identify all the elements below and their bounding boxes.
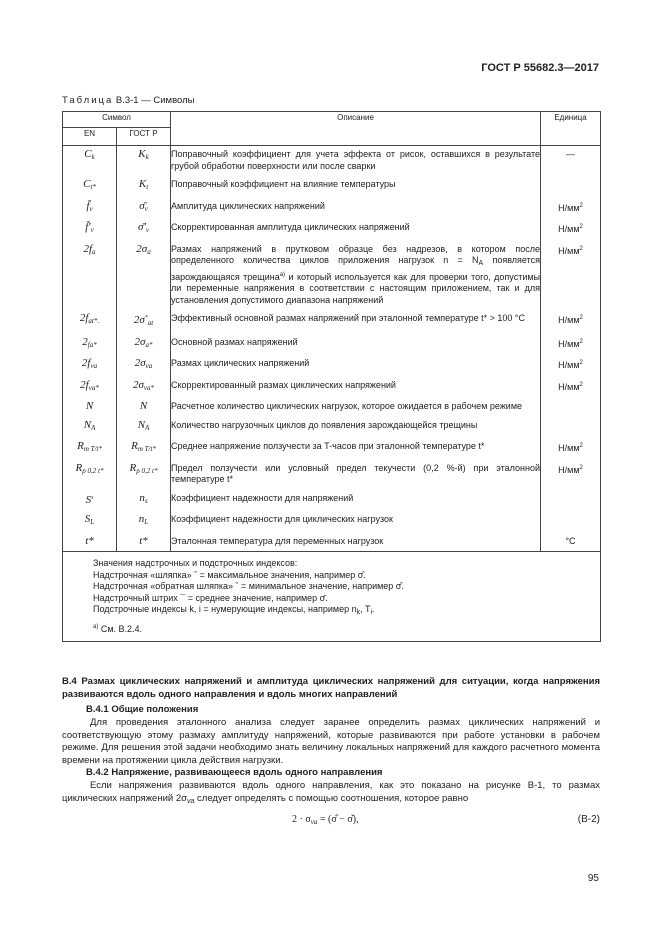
- symbol-en-sub: p 0,2 t*: [82, 466, 104, 475]
- symbol-unit: [541, 310, 601, 334]
- symbol-en: [63, 219, 117, 241]
- table-caption-title: B.3-1 — Символы: [113, 95, 195, 106]
- symbol-en: [63, 241, 117, 311]
- symbol-gost-sub: at: [147, 319, 154, 327]
- symbol-unit: [541, 355, 601, 377]
- symbol-en-sub: va: [90, 362, 98, 370]
- section-b42-text: [62, 780, 600, 808]
- notes-line-4-sub1: k: [356, 609, 361, 616]
- b42-text-b: следует определять с помощью соотношения, которое равно: [194, 792, 469, 804]
- symbol-unit: [541, 176, 601, 198]
- notes-intro: Значения надстрочных и подстрочных индексов:: [93, 558, 298, 568]
- symbol-en-base: N: [83, 418, 92, 431]
- symbol-en-base: 2f: [81, 357, 91, 369]
- symbol-en-base: C: [84, 148, 92, 160]
- notes-line-1: Надстрочная «шляпка» ˆ = максимальное значения, например σ̂.: [93, 569, 366, 580]
- description-part: Размах напряжений в прутковом образце без надрезов, в котором после определенного количества циклов приложения нагрузок n = N: [171, 243, 541, 265]
- unit-sup: 2: [579, 315, 583, 321]
- table-row: [63, 377, 601, 399]
- unit-sup: 2: [579, 360, 583, 366]
- symbol-gost: [117, 334, 171, 356]
- symbol-unit: [541, 511, 601, 533]
- formula-expression: [292, 814, 359, 826]
- symbol-gost-sub: v: [144, 204, 148, 213]
- table-row: [63, 310, 601, 334]
- notes-footnote: [93, 622, 592, 636]
- symbol-gost: [117, 460, 171, 490]
- symbol-gost-base: R: [131, 440, 138, 452]
- notes-line-4-text: Подстрочные индексы k, i = нумерующие индексы, например n: [93, 604, 357, 614]
- symbol-en-sub: t*: [90, 183, 96, 191]
- description-part: и который используется как для проверки того, допустимы ли переменные напряжения в соответствии с настоящим приложением, так и для установления допустимого диапазона напряжений: [171, 271, 541, 305]
- formula-lhs: 2 · σ: [292, 814, 311, 825]
- unit-sup: 2: [579, 245, 583, 252]
- table-caption: [62, 95, 194, 106]
- symbol-gost: [117, 377, 171, 399]
- symbol-en-base: R: [77, 440, 84, 452]
- symbol-en: [63, 533, 117, 552]
- footnote-text: См. B.2.4.: [98, 623, 143, 634]
- symbol-gost: [117, 438, 171, 460]
- unit-text: Н/мм: [558, 381, 580, 392]
- symbol-gost: [117, 355, 171, 377]
- symbol-en-sub: at*.: [88, 317, 100, 325]
- unit-text: Н/мм: [558, 315, 580, 325]
- symbol-unit: [541, 146, 601, 177]
- symbol-gost-sub: A: [145, 423, 150, 432]
- symbol-description: Коэффициент надежности для циклических нагрузок: [171, 511, 541, 533]
- document-code: ГОСТ Р 55682.3—2017: [481, 62, 599, 74]
- symbol-en-sub: v: [89, 204, 93, 213]
- symbol-gost-base: n: [139, 491, 145, 504]
- symbol-en-sub: A: [91, 423, 96, 432]
- symbol-en-sup: s: [91, 494, 94, 501]
- unit-text: Н/мм: [558, 360, 580, 370]
- symbol-en: [63, 176, 117, 198]
- symbol-gost: [117, 533, 171, 552]
- symbol-unit: [541, 377, 601, 399]
- section-b41-title: B.4.1 Общие положения: [86, 704, 199, 715]
- symbol-en: [63, 310, 117, 334]
- notes-line-4: [93, 604, 592, 619]
- symbol-gost-sub: a: [147, 247, 151, 256]
- symbol-gost-base: 2σ: [134, 357, 146, 369]
- b42-text-a: Если напряжения развиваются вдоль одного направления, как это показано на рисунке B-1, то размах циклических напряжений 2σ: [62, 780, 600, 804]
- symbol-en: [63, 355, 117, 377]
- footnote-mark: a): [93, 623, 99, 630]
- symbol-en-base: 2: [82, 335, 88, 348]
- table-row: [63, 460, 601, 490]
- symbol-description: Предел ползучести или условный предел текучести (0,2 %-й) при эталонной температуре t*: [171, 460, 541, 490]
- symbol-gost: [117, 511, 171, 533]
- symbol-en-base: f̄′: [85, 221, 91, 233]
- symbol-gost: [117, 241, 171, 311]
- symbol-en-base: N: [85, 400, 94, 412]
- table-row: [63, 334, 601, 356]
- unit-text: Н/мм: [558, 224, 580, 234]
- symbol-description: Поправочный коэффициент на влияние температуры: [171, 176, 541, 198]
- symbol-en-sub: m T/t*: [83, 445, 102, 453]
- unit-sup: 2: [579, 224, 583, 230]
- section-b42-title: B.4.2 Напряжение, развивающееся вдоль одного направления: [86, 767, 383, 778]
- notes-line-3: Надстрочный штрих ¯ = среднее значение, например σ̄.: [93, 592, 328, 603]
- symbol-en-base: C: [83, 178, 91, 190]
- symbol-en-base: S: [85, 493, 92, 506]
- table-row: [63, 417, 601, 439]
- formula-rhs: = (σ̂ − σ̌),: [317, 814, 359, 825]
- symbol-en: [63, 146, 117, 177]
- unit-sup: 2: [579, 202, 583, 209]
- symbol-en-base: 2f: [83, 242, 93, 255]
- symbol-gost-base: 2σ: [134, 335, 146, 348]
- symbol-description: Скорректированный размах циклических напряжений: [171, 377, 541, 399]
- symbol-unit: [541, 219, 601, 241]
- table-row: [63, 146, 601, 177]
- symbol-gost-sub: va: [145, 362, 153, 370]
- symbol-description: Скорректированная амплитуда циклических напряжений: [171, 219, 541, 241]
- header-description: Описание: [171, 112, 541, 146]
- symbol-gost: [117, 146, 171, 177]
- symbol-en: [63, 198, 117, 220]
- symbol-unit: [541, 490, 601, 512]
- notes-line-4-sub2: i: [370, 609, 373, 616]
- symbol-gost-sub: t: [146, 183, 149, 191]
- description-part: a): [279, 271, 286, 278]
- formula-lhs-sub: va: [310, 818, 318, 826]
- symbol-gost-base: 2σ: [133, 314, 145, 326]
- symbol-description: Количество нагрузочных циклов до появления зарождающейся трещины: [171, 417, 541, 439]
- symbol-description: Коэффициент надежности для напряжений: [171, 490, 541, 512]
- header-en: EN: [63, 128, 117, 146]
- symbol-gost-base: N: [137, 418, 146, 431]
- symbol-en-sub: va*: [88, 383, 99, 392]
- symbol-en-sub: a: [92, 247, 96, 256]
- symbol-en: [63, 417, 117, 439]
- symbol-en-sub: fa*: [87, 340, 97, 349]
- description-part: появляется зарождающаяся трещина: [171, 255, 541, 282]
- unit-text: Н/мм: [558, 245, 580, 256]
- symbol-unit: [541, 198, 601, 220]
- table-row: [63, 241, 601, 311]
- symbol-unit: [541, 533, 601, 552]
- unit-text: Н/мм: [558, 202, 580, 213]
- symbol-gost-sub: v: [145, 226, 149, 234]
- symbol-unit: [541, 398, 601, 417]
- header-gost: ГОСТ Р: [117, 128, 171, 146]
- symbol-gost-base: t*: [139, 534, 148, 547]
- symbol-en: [63, 334, 117, 356]
- symbol-gost-sub: L: [144, 518, 149, 526]
- symbol-en: [63, 438, 117, 460]
- symbol-en-base: S: [84, 513, 91, 525]
- formula-b2: [62, 814, 600, 828]
- table-row: [63, 198, 601, 220]
- symbol-unit: [541, 417, 601, 439]
- symbol-gost: [117, 417, 171, 439]
- symbol-gost: [117, 490, 171, 512]
- unit-text: °С: [565, 535, 576, 546]
- symbol-en-base: 2f: [80, 378, 89, 391]
- symbol-description: Размах циклических напряжений: [171, 355, 541, 377]
- unit-text: Н/мм: [558, 443, 580, 453]
- symbol-description: Расчетное количество циклических нагрузок, которое ожидается в рабочем режиме: [171, 398, 541, 417]
- symbol-gost-base: σ̄: [139, 199, 145, 212]
- symbol-en: [63, 377, 117, 399]
- symbol-description: Основной размах напряжений: [171, 334, 541, 356]
- unit-sup: 2: [579, 464, 583, 471]
- symbol-gost-sub: va*: [143, 383, 155, 392]
- symbol-description: Эталонная температура для переменных нагрузок: [171, 533, 541, 552]
- symbol-gost: [117, 398, 171, 417]
- table-row: [63, 490, 601, 512]
- symbol-gost-base: N: [139, 400, 148, 412]
- header-unit: Единица: [541, 112, 601, 146]
- symbol-en-base: 2f: [79, 312, 89, 324]
- unit-sup: 2: [579, 338, 583, 345]
- symbol-gost-sub: k: [145, 153, 149, 161]
- table-caption-word: Таблица: [62, 95, 114, 106]
- symbol-en: [63, 511, 117, 533]
- symbol-en: [63, 460, 117, 490]
- symbol-description: Поправочный коэффициент для учета эффекта от рисок, оставшихся в результате грубой обработки поверхности или после сварки: [171, 146, 541, 177]
- table-row: [63, 511, 601, 533]
- symbol-description: Эффективный основной размах напряжений при эталонной температуре t* > 100 °С: [171, 310, 541, 334]
- notes-line-4-end: .: [372, 604, 375, 614]
- symbol-unit: [541, 438, 601, 460]
- symbol-description: Среднее напряжение ползучести за T-часов при эталонной температуре t*: [171, 438, 541, 460]
- symbol-unit: [541, 334, 601, 356]
- symbol-gost: [117, 176, 171, 198]
- symbol-gost-sub: m T/t*: [137, 445, 156, 453]
- section-b41-text: Для проведения эталонного анализа следует заранее определить размах циклических напряжений и соответствующую этому размаху амплитуду напряжений, которые развиваются при работе установки в рабочем режиме. Для решения этой задачи необходимо знать величину локальных напряжений для каждого расчетного момента времени на протяжении цикла действия нагрузки.: [62, 717, 600, 766]
- table-row: [63, 438, 601, 460]
- symbol-unit: [541, 241, 601, 311]
- symbol-en: [63, 398, 117, 417]
- unit-sup: 2: [579, 381, 583, 388]
- notes-line-4-mid: , T: [360, 604, 371, 614]
- symbol-en-base: f̄: [86, 199, 90, 212]
- table-row: [63, 533, 601, 552]
- unit-text: Н/мм: [558, 338, 580, 349]
- symbol-en-sub: v: [90, 226, 94, 234]
- symbol-gost-base: 2σ: [136, 242, 148, 255]
- table-notes: [63, 552, 601, 642]
- symbol-gost: [117, 219, 171, 241]
- symbol-gost-base: K: [138, 148, 146, 160]
- symbol-gost-base: 2σ: [132, 378, 144, 391]
- symbol-en: [63, 490, 117, 512]
- symbol-gost: [117, 310, 171, 334]
- symbol-gost-base: σ̄′: [138, 221, 146, 233]
- symbol-gost-sub: a*: [145, 340, 153, 349]
- symbol-en-sub: L: [90, 518, 95, 526]
- table-body: [63, 146, 601, 552]
- formula-number: (B-2): [577, 814, 600, 825]
- symbol-gost-sub: p 0,2 t*: [136, 466, 158, 475]
- header-symbol: Символ: [63, 112, 171, 128]
- unit-text: Н/мм: [558, 464, 580, 475]
- symbol-gost-sup: *: [144, 315, 148, 321]
- table-row: [63, 355, 601, 377]
- symbol-gost-base: K: [138, 178, 147, 190]
- symbol-gost-base: R: [129, 461, 137, 474]
- notes-line-2: Надстрочная «обратная шляпка» ˇ = минимальное значение, например σ̌.: [93, 581, 404, 591]
- symbol-en-base: R: [75, 461, 83, 474]
- table-row: [63, 398, 601, 417]
- symbol-gost: [117, 198, 171, 220]
- description-part: A: [478, 260, 484, 267]
- section-b4-title: B.4 Размах циклических напряжений и амплитуда циклических напряжений для ситуации, когда напряжения развиваются вдоль одного направления и вдоль многих направлений: [62, 676, 600, 700]
- table-row: [63, 219, 601, 241]
- unit-sup: 2: [579, 443, 583, 449]
- symbol-description: Амплитуда циклических напряжений: [171, 198, 541, 220]
- symbol-unit: [541, 460, 601, 490]
- unit-text: —: [566, 149, 576, 159]
- symbol-gost-sub: s: [144, 496, 148, 505]
- b42-text-sub: va: [186, 797, 195, 805]
- symbol-en-base: t*: [85, 534, 94, 547]
- page-number: 95: [587, 873, 599, 884]
- table-row: [63, 176, 601, 198]
- symbols-table: [62, 111, 601, 642]
- symbol-description: [171, 241, 541, 311]
- symbol-gost-base: n: [138, 513, 145, 525]
- symbol-en-sub: k: [91, 153, 95, 161]
